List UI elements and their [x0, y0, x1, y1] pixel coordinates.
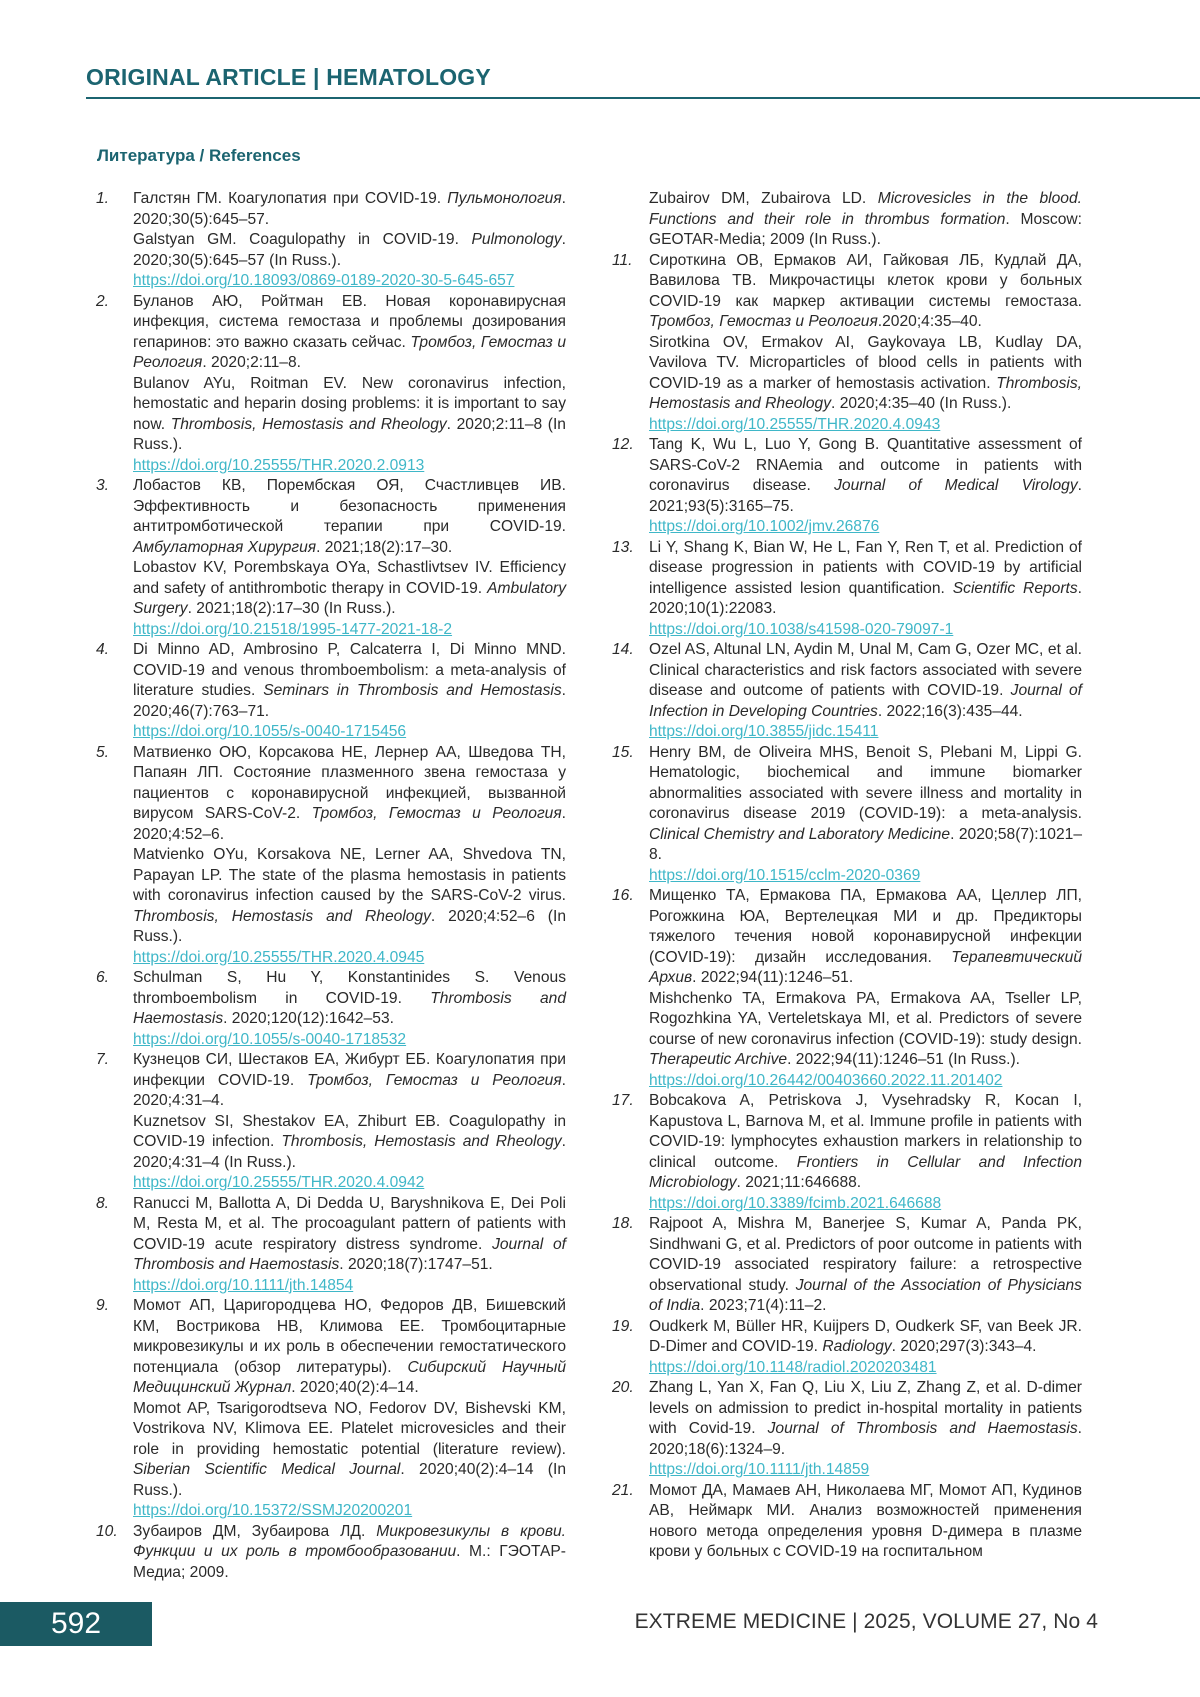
header-title: ORIGINAL ARTICLE | HEMATOLOGY — [86, 64, 491, 90]
reference-segment: Матвиенко ОЮ, Корсакова НЕ, Лернер АА, Шведова ТН, Папаян ЛП. Состояние плазменного звена гемостаза у пациентов с коронавирусной инфекцией, вызванной вирусом SARS-CoV-2. — [133, 743, 566, 822]
reference-source-title: Пульмонология — [447, 190, 562, 207]
reference-source-title: Therapeutic Archive — [649, 1051, 788, 1068]
doi-link[interactable]: https://doi.org/10.1038/s41598-020-79097-1 — [649, 620, 954, 638]
reference-segment: . 2021;18(2):17–30. — [316, 538, 453, 556]
reference-text — [133, 968, 566, 1050]
reference-citation — [649, 333, 1082, 415]
reference-citation — [133, 845, 566, 948]
reference-segment: Rajpoot A, Mishra M, Banerjee S, Kumar A, Panda PK, Sindhwani G, et al. Predictors of poor outcome in patients with COVID-19 associated respiratory failure: a retrospective observational study. — [649, 1215, 1082, 1294]
journal-footer: EXTREME MEDICINE | 2025, VOLUME 27, No 4 — [634, 1610, 1098, 1633]
reference-text — [649, 1091, 1082, 1214]
reference-segment: . 2020;30(5):645–57. — [133, 190, 566, 228]
reference-source-title: Radiology — [822, 1338, 892, 1355]
reference-segment: . 2020;2:11–8. — [202, 354, 301, 371]
reference-text — [133, 1194, 566, 1297]
reference-item — [96, 1296, 566, 1522]
reference-citation — [649, 886, 1082, 989]
reference-item — [612, 538, 1082, 641]
reference-number: 14. — [612, 641, 634, 658]
reference-segment: Lobastov KV, Porembskaya OYa, Schastlivtsev IV. Efficiency and safety of antithrombotic therapy in COVID-19. — [133, 559, 566, 597]
reference-segment: . 2020;18(7):1747–51. — [339, 1256, 493, 1273]
reference-number: 13. — [612, 538, 634, 556]
reference-text — [649, 640, 1082, 743]
reference-text — [133, 292, 566, 477]
reference-segment: . 2021;93(5):3165–75. — [649, 477, 1082, 515]
doi-link[interactable]: https://doi.org/10.1111/jth.14854 — [133, 1276, 354, 1294]
reference-number: 20. — [612, 1379, 634, 1396]
reference-text — [649, 1214, 1082, 1317]
doi-link[interactable]: https://doi.org/10.1055/s-0040-1715456 — [133, 723, 407, 740]
reference-segment: Кузнецов СИ, Шестаков ЕА, Жибурт ЕБ. Коагулопатия при инфекции COVID-19. — [133, 1051, 566, 1089]
reference-item — [612, 1481, 1082, 1563]
reference-text — [649, 251, 1082, 436]
reference-segment: . 2020;4:52–6 (In Russ.). — [133, 907, 566, 945]
reference-item — [96, 640, 566, 743]
reference-source-title: Ambulatory Surgery — [133, 579, 566, 617]
reference-citation — [649, 1317, 1082, 1358]
reference-number: 21. — [612, 1481, 634, 1499]
reference-source-title: Thrombosis, Hemostasis and Rheology — [649, 374, 1082, 412]
reference-item — [612, 435, 1082, 538]
reference-number: 12. — [612, 436, 634, 453]
reference-citation — [649, 189, 1082, 251]
reference-text — [133, 1296, 566, 1522]
reference-segment: Галстян ГМ. Коагулопатия при COVID-19. — [133, 190, 448, 207]
reference-citation — [649, 640, 1082, 722]
reference-number: 19. — [612, 1317, 634, 1335]
reference-source-title: Thrombosis, Hemostasis and Rheology — [133, 907, 431, 925]
reference-segment: Ozel AS, Altunal LN, Aydin M, Unal M, Cam G, Ozer MC, et al. Clinical characteristics and risk factors associated with severe disease and outcome of patients with COVID-19. — [649, 641, 1082, 699]
reference-item — [612, 1214, 1082, 1317]
reference-segment: Sirotkina OV, Ermakov AI, Gaykovaya LB, Kudlay DA, Vavilova TV. Microparticles of blood cells in patients with COVID-19 as a marker of hemostasis activation. — [649, 333, 1082, 392]
reference-segment: . 2020;4:31–4. — [133, 1071, 567, 1109]
reference-citation — [133, 1296, 566, 1399]
reference-segment: Момот АП, Царигородцева НО, Федоров ДВ, Бишевский КМ, Вострикова НВ, Климова ЕЕ. Тромбоцитарные микровезикулы и их роль в обеспечении гемостатического потенциала (обзор литературы). — [133, 1297, 566, 1376]
reference-source-title: Clinical Chemistry and Laboratory Medicine — [649, 825, 951, 843]
reference-segment: . 2023;71(4):11–2. — [700, 1297, 827, 1314]
reference-segment: . Moscow: GEOTAR-Media; 2009 (In Russ.). — [649, 210, 1082, 248]
reference-citation — [133, 374, 566, 456]
reference-item — [612, 640, 1082, 743]
reference-segment: .2020;4:35–40. — [877, 313, 982, 330]
reference-number: 3. — [96, 477, 110, 494]
reference-source-title: Тромбоз, Гемостаз и Реология — [307, 1071, 562, 1089]
reference-source-title: Journal of the Association of Physicians of India — [649, 1276, 1082, 1314]
reference-segment: . 2020;58(7):1021–8. — [649, 825, 1082, 863]
reference-segment: . М.: ГЭОТАР-Медиа; 2009. — [133, 1543, 566, 1581]
reference-segment: Kuznetsov SI, Shestakov EA, Zhiburt EB. Coagulopathy in COVID-19 infection. — [133, 1112, 566, 1150]
reference-segment: Matvienko OYu, Korsakova NE, Lerner AA, Shvedova TN, Papayan LP. The state of the plasma hemostasis in patients with coronavirus infection caused by the SARS-CoV-2 virus. — [133, 846, 566, 904]
reference-source-title: Тромбоз, Гемостаз и Реология — [133, 333, 566, 371]
reference-citation — [133, 558, 566, 620]
reference-segment: . 2020;30(5):645–57 (In Russ.). — [133, 231, 566, 269]
doi-link[interactable]: https://doi.org/10.21518/1995-1477-2021-18-2 — [133, 620, 453, 638]
reference-number: 5. — [96, 743, 110, 761]
reference-segment: Schulman S, Hu Y, Konstantinides S. Venous thromboembolism in COVID-19. — [133, 969, 566, 1007]
reference-citation — [649, 989, 1082, 1071]
reference-text — [133, 189, 566, 292]
reference-segment: Momot AP, Tsarigorodtseva NO, Fedorov DV, Bishevski KM, Vostrikova NV, Klimova EE. Platelet microvesicles and their role in providing hemostatic potential (literature review). — [133, 1399, 566, 1458]
reference-segment: . 2022;94(11):1246–51 (In Russ.). — [787, 1051, 1021, 1068]
reference-segment: Li Y, Shang K, Bian W, He L, Fan Y, Ren T, et al. Prediction of disease progression in patients with COVID-19 by artificial intelligence assisted lesion quantification. — [649, 538, 1082, 597]
reference-source-title: Сибирский Научный Медицинский Журнал — [133, 1358, 566, 1396]
reference-segment: Mishchenko TA, Ermakova PA, Ermakova AA, Tseller LP, Rogozhkina YA, Verteletskaya MI, et al. Predictors of severe course of new coronavirus infection (COVID-19): study design. — [649, 989, 1082, 1048]
reference-source-title: Thrombosis, Hemostasis and Rheology — [281, 1133, 562, 1150]
reference-segment: . 2020;18(6):1324–9. — [649, 1420, 1082, 1458]
reference-text — [133, 476, 566, 640]
references-column-left — [96, 189, 566, 1583]
reference-number: 8. — [96, 1194, 110, 1212]
reference-item — [96, 476, 566, 640]
doi-link[interactable]: https://doi.org/10.1055/s-0040-1718532 — [133, 1030, 407, 1048]
reference-item — [96, 1050, 566, 1194]
reference-source-title: Терапевтический Архив — [649, 948, 1082, 986]
reference-segment: . 2020;4:31–4 (In Russ.). — [133, 1133, 566, 1171]
reference-text — [649, 743, 1082, 887]
reference-segment: Henry BM, de Oliveira MHS, Benoit S, Plebani M, Lippi G. Hematologic, biochemical and immune biomarker abnormalities associated with severe illness and mortality in coronavirus disease 2019 (COVID-19): a meta-analysis. — [649, 743, 1082, 822]
reference-text — [649, 886, 1082, 1091]
reference-item — [612, 743, 1082, 887]
reference-source-title: Seminars in Thrombosis and Hemostasis — [263, 682, 562, 699]
reference-item — [612, 189, 1082, 251]
reference-item — [612, 251, 1082, 436]
reference-segment: Zhang L, Yan X, Fan Q, Liu X, Liu Z, Zhang Z, et al. D-dimer levels on admission to predict in-hospital mortality in patients with Covid-19. — [649, 1379, 1082, 1437]
reference-item — [96, 1194, 566, 1297]
doi-link[interactable]: https://doi.org/10.25555/THR.2020.2.0913 — [133, 456, 425, 474]
reference-segment: Зубаиров ДМ, Зубаирова ЛД. — [133, 1522, 377, 1540]
doi-link[interactable]: https://doi.org/10.1002/jmv.26876 — [649, 518, 880, 535]
reference-item — [96, 968, 566, 1050]
reference-citation — [649, 1378, 1082, 1460]
doi-link[interactable]: https://doi.org/10.25555/THR.2020.4.0945 — [133, 948, 425, 966]
reference-segment: Di Minno AD, Ambrosino P, Calcaterra I, Di Minno MND. COVID-19 and venous thromboembolism: a meta-analysis of literature studies. — [133, 641, 566, 699]
reference-text — [649, 435, 1082, 538]
reference-text — [649, 189, 1082, 251]
reference-text — [649, 538, 1082, 641]
reference-source-title: Pulmonology — [471, 231, 562, 248]
header-divider — [86, 97, 1200, 99]
reference-source-title: Микровезикулы в крови. Функции и их роль в тромбообразовании — [133, 1522, 566, 1560]
reference-source-title: Journal of Thrombosis and Haemostasis — [767, 1420, 1078, 1437]
reference-citation — [133, 476, 566, 558]
reference-source-title: Тромбоз, Гемостаз и Реология — [649, 313, 878, 330]
reference-citation — [133, 1522, 566, 1584]
reference-segment: Tang K, Wu L, Luo Y, Gong B. Quantitative assessment of SARS-CoV-2 RNAemia and outcome in patients with coronavirus disease. — [649, 436, 1082, 494]
reference-citation — [649, 1091, 1082, 1194]
reference-number: 7. — [96, 1051, 110, 1068]
reference-segment: . 2020;2:11–8 (In Russ.). — [133, 415, 566, 453]
reference-text — [133, 743, 566, 969]
reference-segment: . 2022;94(11):1246–51. — [692, 969, 854, 986]
reference-citation — [133, 1399, 566, 1502]
reference-segment: . 2020;120(12):1642–53. — [223, 1010, 394, 1027]
reference-segment: Ranucci M, Ballotta A, Di Dedda U, Baryshnikova E, Dei Poli M, Resta M, et al. The procoagulant pattern of patients with COVID-19 acute respiratory distress syndrome. — [133, 1194, 566, 1253]
reference-number: 1. — [96, 190, 110, 207]
reference-citation — [649, 538, 1082, 620]
reference-segment: Bobcakova A, Petriskova J, Vysehradsky R, Kocan I, Kapustova L, Barnova M, et al. Immune profile in patients with COVID-19: lymphocytes exhaustion markers in relationship to clinical outcome. — [649, 1092, 1082, 1171]
reference-citation — [649, 1481, 1082, 1563]
reference-citation — [649, 435, 1082, 517]
reference-source-title: Journal of Thrombosis and Haemostasis — [133, 1235, 566, 1273]
reference-number: 18. — [612, 1215, 634, 1232]
reference-number: 16. — [612, 887, 634, 904]
reference-item — [96, 1522, 566, 1584]
reference-segment: Мищенко ТА, Ермакова ПА, Ермакова АА, Целлер ЛП, Рогожкина ЮА, Вертелецкая МИ и др. Предикторы тяжелого течения новой коронавирусной инфекции (COVID-19): дизайн исследования. — [649, 887, 1082, 966]
reference-citation — [133, 1050, 566, 1112]
reference-segment: Момот ДА, Мамаев АН, Николаева МГ, Момот АП, Кудинов АВ, Неймарк МИ. Анализ возможностей применения нового метода определения уровня D-димера в плазме крови у больных с COVID-19 на госпитальном — [649, 1481, 1082, 1560]
reference-citation — [133, 292, 566, 374]
reference-text — [133, 640, 566, 743]
reference-text — [649, 1378, 1082, 1481]
reference-item — [612, 886, 1082, 1091]
reference-segment: Буланов АЮ, Ройтман ЕВ. Новая коронавирусная инфекция, система гемостаза и проблемы дозирования гепаринов: это важно сказать сейчас. — [133, 292, 566, 351]
reference-segment: . 2021;18(2):17–30 (In Russ.). — [187, 600, 396, 617]
reference-segment: . 2021;11:646688. — [736, 1174, 862, 1191]
reference-source-title: Journal of Infection in Developing Countries — [649, 682, 1082, 720]
reference-citation — [133, 1194, 566, 1276]
reference-number: 4. — [96, 641, 110, 658]
doi-link[interactable]: https://doi.org/10.25555/THR.2020.4.0943 — [649, 415, 941, 433]
reference-text — [133, 1522, 566, 1584]
reference-item — [96, 189, 566, 292]
reference-item — [96, 743, 566, 969]
doi-link[interactable]: https://doi.org/10.15372/SSMJ20200201 — [133, 1502, 413, 1519]
reference-text — [649, 1481, 1082, 1563]
reference-citation — [649, 251, 1082, 333]
reference-segment: . 2020;40(2):4–14. — [291, 1379, 419, 1396]
reference-segment: . 2020;40(2):4–14 (In Russ.). — [133, 1461, 566, 1499]
reference-item — [612, 1091, 1082, 1214]
reference-source-title: Scientific Reports — [952, 579, 1078, 597]
reference-number: 17. — [612, 1092, 634, 1109]
doi-link[interactable]: https://doi.org/10.3389/fcimb.2021.646688 — [649, 1194, 942, 1212]
reference-citation — [133, 743, 566, 846]
reference-number: 6. — [96, 969, 110, 986]
reference-number: 11. — [612, 251, 633, 269]
reference-source-title: Амбулаторная Хирургия — [133, 538, 317, 556]
reference-number: 10. — [96, 1522, 118, 1540]
reference-citation — [133, 1112, 566, 1174]
reference-segment: Zubairov DM, Zubairova LD. — [649, 190, 878, 207]
reference-source-title: Thrombosis and Haemostasis — [133, 989, 566, 1027]
page-number: 592 — [0, 1602, 152, 1646]
reference-citation — [133, 640, 566, 722]
reference-item — [612, 1378, 1082, 1481]
doi-link[interactable]: https://doi.org/10.26442/00403660.2022.11.201402 — [649, 1071, 1003, 1089]
reference-source-title: Тромбоз, Гемостаз и Реология — [311, 805, 562, 822]
doi-link[interactable]: https://doi.org/10.3855/jidc.15411 — [649, 723, 879, 740]
reference-source-title: Microvesicles in the blood. Functions and their role in thrombus formation — [649, 190, 1082, 228]
reference-segment: . 2020;4:35–40 (In Russ.). — [831, 395, 1012, 412]
reference-number: 9. — [96, 1297, 110, 1314]
reference-source-title: Journal of Medical Virology — [834, 477, 1078, 494]
reference-segment: . 2020;297(3):343–4. — [891, 1338, 1037, 1355]
reference-number: 15. — [612, 743, 634, 761]
reference-text — [133, 1050, 566, 1194]
doi-link[interactable]: https://doi.org/10.25555/THR.2020.4.0942 — [133, 1174, 425, 1191]
doi-link[interactable]: https://doi.org/10.18093/0869-0189-2020-30-5-645-657 — [133, 272, 515, 289]
reference-item — [612, 1317, 1082, 1379]
reference-text — [649, 1317, 1082, 1379]
reference-segment: . 2020;4:52–6. — [133, 805, 566, 843]
reference-segment: Galstyan GM. Coagulopathy in COVID-19. — [133, 231, 472, 248]
doi-link[interactable]: https://doi.org/10.1148/radiol.2020203481 — [649, 1358, 937, 1376]
doi-link[interactable]: https://doi.org/10.1515/cclm-2020-0369 — [649, 866, 921, 884]
reference-segment: . 2022;16(3):435–44. — [877, 702, 1023, 720]
reference-item — [96, 292, 566, 477]
reference-segment: Oudkerk M, Büller HR, Kuijpers D, Oudkerk SF, van Beek JR. D-Dimer and COVID-19. — [649, 1317, 1082, 1355]
reference-source-title: Thrombosis, Hemostasis and Rheology — [170, 415, 447, 433]
reference-source-title: Frontiers in Cellular and Infection Microbiology — [649, 1153, 1082, 1191]
reference-source-title: Siberian Scientific Medical Journal — [133, 1461, 401, 1478]
reference-segment: Bulanov AYu, Roitman EV. New coronavirus infection, hemostatic and heparin dosing problems: it is important to say now. — [133, 374, 566, 433]
reference-citation — [649, 743, 1082, 866]
reference-number: 2. — [96, 292, 110, 310]
reference-citation — [133, 968, 566, 1030]
reference-segment: Сироткина ОВ, Ермаков АИ, Гайковая ЛБ, Кудлай ДА, Вавилова ТВ. Микрочастицы клеток крови у больных COVID-19 как маркер активации системы гемостаза. — [649, 251, 1082, 310]
doi-link[interactable]: https://doi.org/10.1111/jth.14859 — [649, 1461, 870, 1478]
references-heading: Литература / References — [97, 146, 301, 165]
references-column-right — [612, 189, 1082, 1563]
reference-citation — [133, 230, 566, 271]
reference-segment: . 2020;46(7):763–71. — [133, 682, 566, 720]
reference-segment: . 2020;10(1):22083. — [649, 579, 1082, 617]
reference-citation — [133, 189, 566, 230]
reference-citation — [649, 1214, 1082, 1317]
reference-segment: Лобастов КВ, Порембская ОЯ, Счастливцев ИВ. Эффективность и безопасность применения антитромботической терапии при COVID-19. — [133, 477, 566, 535]
